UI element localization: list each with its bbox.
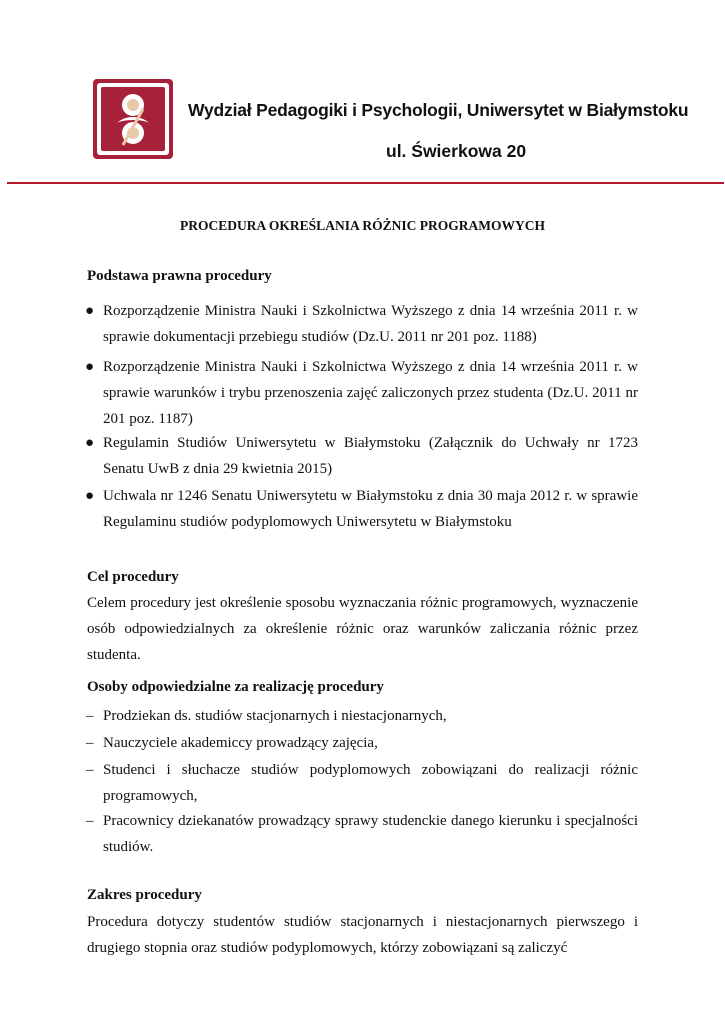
scope-text: Procedura dotyczy studentów studiów stacjonarnych i niestacjonarnych pierwszego i drugiego stopnia oraz studiów podyplomowych, którzy zobowiązani są zaliczyć <box>87 914 638 956</box>
goal-text: Celem procedury jest określenie sposobu wyznaczania różnic programowych, wyznaczenie osób odpowiedzialnych za określenie różnic oraz warunków zaliczania różnic przez studenta. <box>87 595 638 663</box>
legal-basis-item: Rozporządzenie Ministra Nauki i Szkolnictwa Wyższego z dnia 14 września 2011 r. w sprawie warunków i trybu przenoszenia zajęć zaliczonych przez studenta (Dz.U. 2011 nr 201 poz. 1187) <box>103 359 638 427</box>
responsible-item: Pracownicy dziekanatów prowadzący sprawy studenckie danego kierunku i specjalności studiów. <box>103 813 638 855</box>
responsible-item: Prodziekan ds. studiów stacjonarnych i niestacjonarnych, <box>103 708 447 724</box>
goal-heading: Cel procedury <box>87 569 179 585</box>
bullet-icon: ● <box>85 359 95 375</box>
bullet-icon: ● <box>85 303 95 319</box>
responsible-heading: Osoby odpowiedzialne za realizację procedury <box>87 679 384 695</box>
responsible-item: Studenci i słuchacze studiów podyplomowych zobowiązani do realizacji różnic programowych, <box>103 762 638 804</box>
dash-marker: – <box>86 735 94 751</box>
header-divider <box>7 182 724 184</box>
header-address: ul. Świerkowa 20 <box>386 141 527 161</box>
legal-basis-item: Uchwala nr 1246 Senatu Uniwersytetu w Białymstoku z dnia 30 maja 2012 r. w sprawie Regulaminu studiów podyplomowych Uniwersytetu w Białymstoku <box>103 488 638 530</box>
responsible-item: Nauczyciele akademiccy prowadzący zajęcia, <box>103 735 378 751</box>
legal-basis-item: Rozporządzenie Ministra Nauki i Szkolnictwa Wyższego z dnia 14 września 2011 r. w sprawie dokumentacji przebiegu studiów (Dz.U. 2011 nr 201 poz. 1188) <box>103 303 638 345</box>
legal-basis-heading: Podstawa prawna procedury <box>87 268 272 284</box>
legal-basis-item: Regulamin Studiów Uniwersytetu w Białymstoku (Załącznik do Uchwały nr 1723 Senatu UwB z dnia 29 kwietnia 2015) <box>103 435 638 477</box>
header-title: Wydział Pedagogiki i Psychologii, Uniwersytet w Białymstoku <box>188 100 689 120</box>
bullet-icon: ● <box>85 488 95 504</box>
dash-marker: – <box>86 708 94 724</box>
dash-marker: – <box>86 813 94 829</box>
dash-marker: – <box>86 762 94 778</box>
faculty-logo-icon <box>93 79 173 159</box>
scope-heading: Zakres procedury <box>87 887 202 903</box>
bullet-icon: ● <box>85 435 95 451</box>
document-title: PROCEDURA OKREŚLANIA RÓŻNIC PROGRAMOWYCH <box>180 218 545 233</box>
